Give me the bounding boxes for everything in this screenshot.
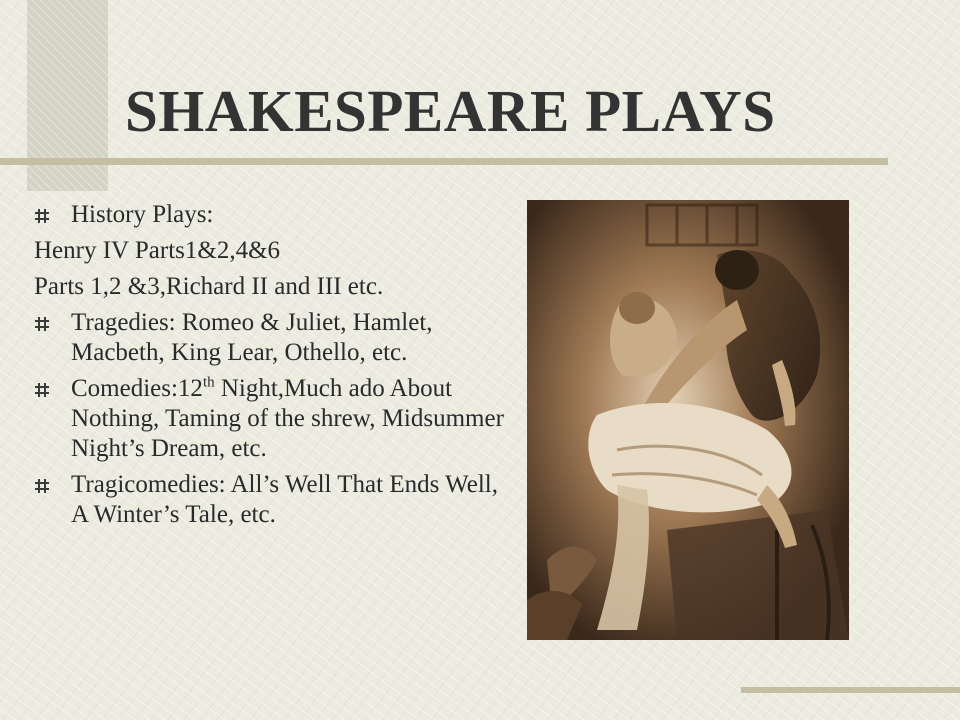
list-item-text: Tragedies: Romeo & Juliet, Hamlet, Macbeth, King Lear, Othello, etc. <box>71 309 433 366</box>
list-item-comedies <box>34 374 504 464</box>
hash-bullet-icon <box>34 316 50 332</box>
list-item-tragedies <box>34 308 504 368</box>
sepia-painting-image <box>527 200 849 640</box>
list-item-history <box>34 200 504 230</box>
list-item-text-pre: Comedies:12 <box>71 375 203 402</box>
list-item-henry <box>34 236 504 266</box>
footer-accent-bar <box>741 687 960 693</box>
superscript-th: th <box>202 374 215 391</box>
slide-content <box>34 200 504 536</box>
list-item-text: History Plays: <box>71 201 214 228</box>
list-item-text: Henry IV Parts1&2,4&6 <box>34 237 281 264</box>
list-item-text-post: Night,Much ado About Nothing, Taming of the shrew, Midsummer Night’s Dream, etc. <box>71 375 504 462</box>
list-item-text: Tragicomedies: All’s Well That Ends Well, A Winter’s Tale, etc. <box>71 471 498 528</box>
hash-bullet-icon <box>34 382 50 398</box>
painting-svg <box>527 200 849 640</box>
title-underline-bar <box>0 158 888 165</box>
slide-title: SHAKESPEARE PLAYS <box>125 78 776 144</box>
list-item-text: Parts 1,2 &3,Richard II and III etc. <box>34 273 384 300</box>
list-item-tragicomedies <box>34 470 504 530</box>
list-item-parts <box>34 272 504 302</box>
hash-bullet-icon <box>34 208 50 224</box>
hash-bullet-icon <box>34 478 50 494</box>
